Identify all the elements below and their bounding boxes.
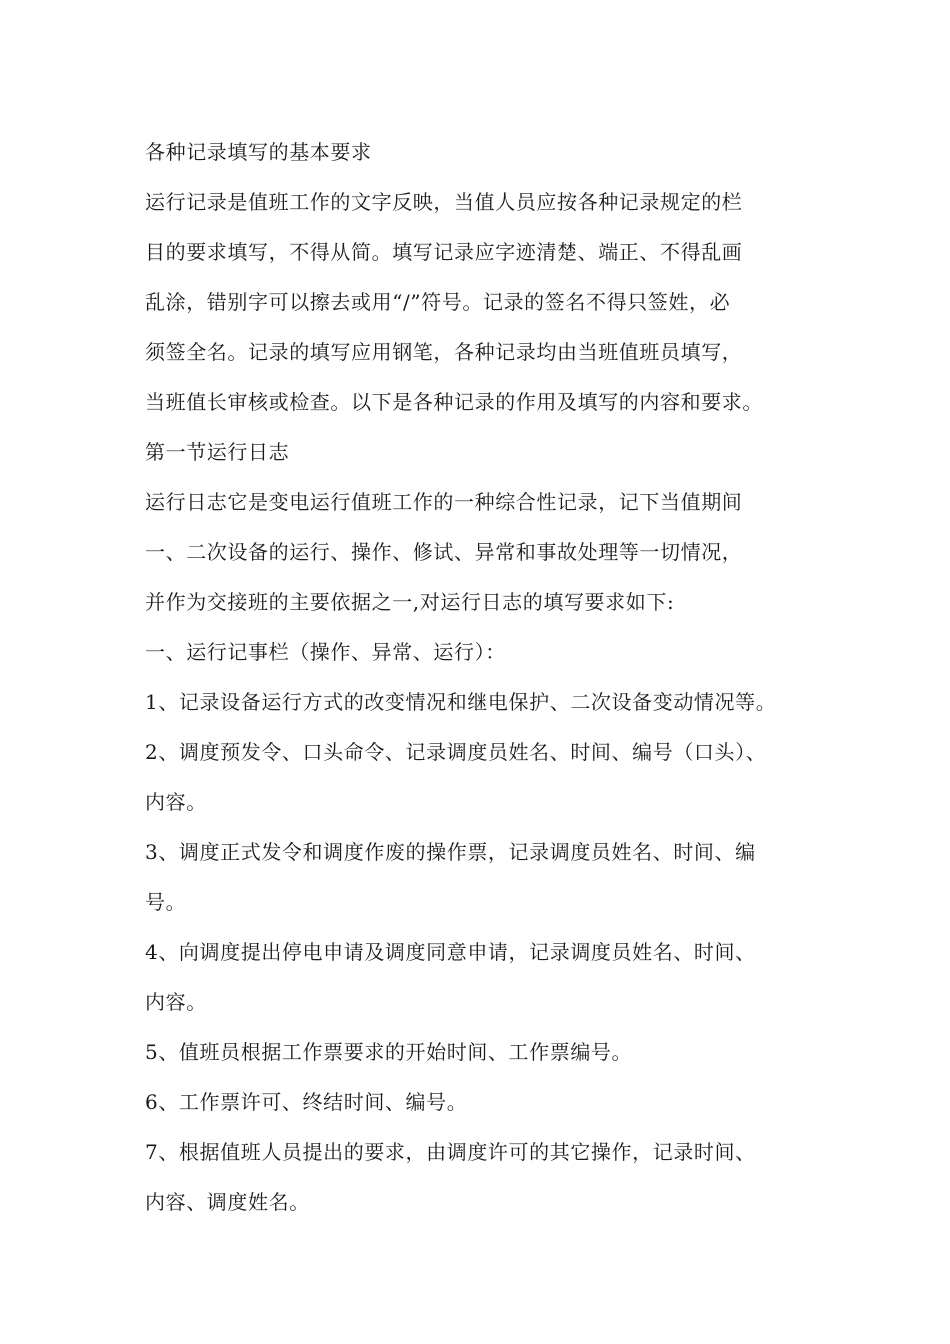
document-body [145,127,835,1227]
paragraph-line: 须签全名。记录的填写应用钢笔，各种记录均由当班值班员填写， [145,340,743,364]
list-item-continuation: 内容。 [145,790,207,814]
list-item-continuation: 内容。 [145,990,207,1014]
paragraph-line: 乱涂，错别字可以擦去或用“/”符号。记录的签名不得只签姓，必 [145,290,731,314]
list-item: 4、向调度提出停电申请及调度同意申请，记录调度员姓名、时间、 [145,940,756,964]
paragraph-line: 并作为交接班的主要依据之一,对运行日志的填写要求如下: [145,590,675,614]
paragraph-line: 当班值长审核或检查。以下是各种记录的作用及填写的内容和要求。 [145,390,763,414]
document-title: 各种记录填写的基本要求 [145,140,372,164]
list-item: 3、调度正式发令和调度作废的操作票，记录调度员姓名、时间、编 [145,840,756,864]
list-item: 1、记录设备运行方式的改变情况和继电保护、二次设备变动情况等。 [145,690,777,714]
section-heading: 第一节运行日志 [145,440,290,464]
paragraph-line: 目的要求填写，不得从简。填写记录应字迹清楚、端正、不得乱画 [145,240,743,264]
list-item-continuation: 内容、调度姓名。 [145,1190,310,1214]
paragraph-line: 运行记录是值班工作的文字反映，当值人员应按各种记录规定的栏 [145,190,743,214]
paragraph-line: 运行日志它是变电运行值班工作的一种综合性记录，记下当值期间 [145,490,743,514]
list-item-continuation: 号。 [145,890,187,914]
list-item: 2、调度预发令、口头命令、记录调度员姓名、时间、编号（口头）、 [145,740,767,764]
paragraph-line: 一、二次设备的运行、操作、修试、异常和事故处理等一切情况， [145,540,743,564]
list-item: 5、值班员根据工作票要求的开始时间、工作票编号。 [145,1040,633,1064]
list-item: 6、工作票许可、终结时间、编号。 [145,1090,468,1114]
subsection-heading: 一、运行记事栏（操作、异常、运行）： [145,640,506,664]
list-item: 7、根据值班人员提出的要求，由调度许可的其它操作，记录时间、 [145,1140,756,1164]
